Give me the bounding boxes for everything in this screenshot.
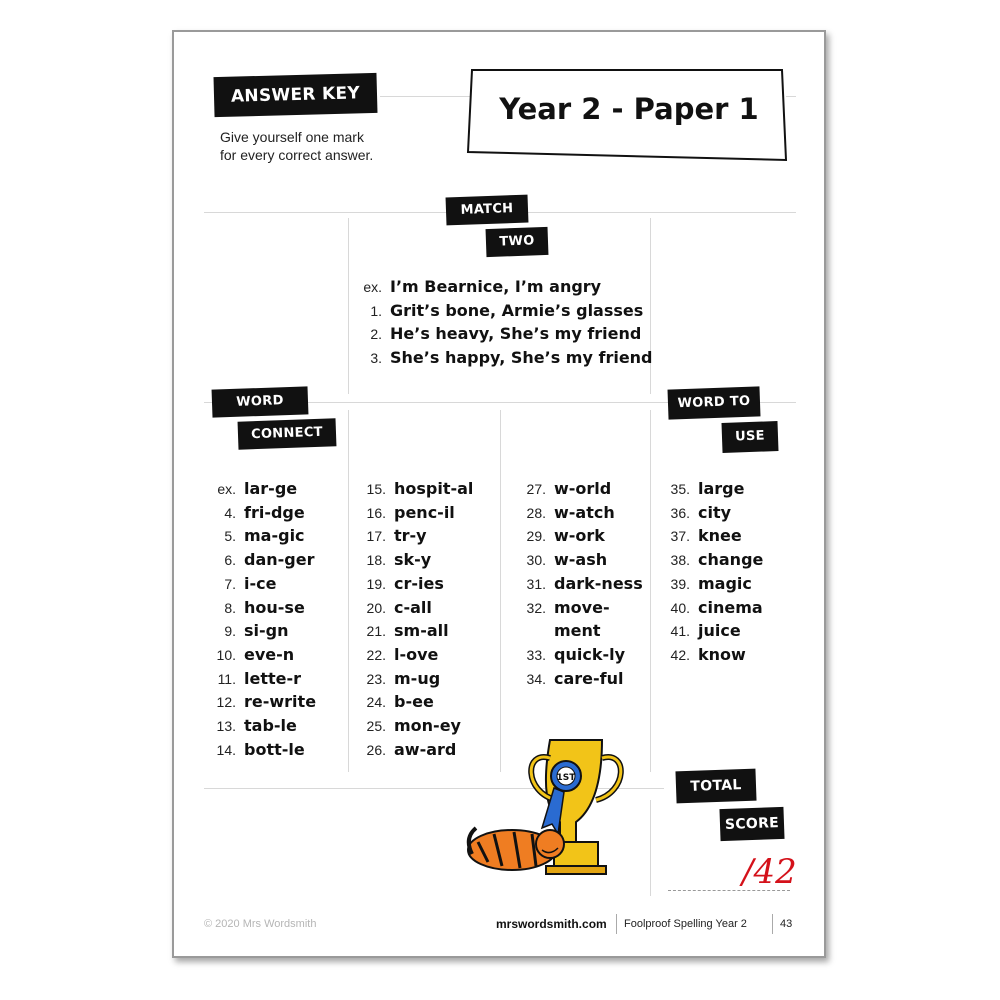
connect-label: CONNECT — [238, 418, 337, 449]
footer-divider-2 — [772, 914, 773, 934]
word-to-use-answer: cinema — [698, 597, 763, 617]
two-label: TWO — [486, 227, 549, 257]
word-to-use-answer: know — [698, 644, 746, 664]
word-connect-col2-answer: sk-y — [394, 550, 432, 570]
word-connect-col1-answer: re-write — [244, 692, 317, 712]
word-connect-col2-number: 23. — [366, 670, 386, 687]
word-to-use-row — [658, 645, 746, 665]
word-connect-col3-answer: care-ful — [554, 668, 624, 688]
word-connect-col1-number: 5. — [224, 528, 236, 545]
word-to-use-answer: change — [698, 550, 764, 570]
match-two-answer: She’s happy, She’s my friend — [390, 348, 653, 368]
word-connect-col2-answer: b-ee — [394, 692, 434, 712]
word-connect-col1-answer: hou-se — [244, 597, 305, 617]
total-label: TOTAL — [675, 769, 756, 804]
match-two-number: ex. — [363, 279, 382, 295]
word-connect-col2-row — [356, 669, 440, 689]
tiger-character-icon — [468, 828, 564, 870]
word-connect-col2-answer: c-all — [394, 597, 432, 617]
page-number: 43 — [780, 918, 793, 930]
word-to-use-row — [658, 479, 744, 499]
word-connect-col2-number: 19. — [366, 575, 386, 592]
word-connect-col2-row — [356, 479, 473, 499]
word-connect-col1-row — [206, 526, 305, 546]
word-connect-col2-number: 21. — [366, 623, 386, 640]
word-connect-col1-answer: fri-dge — [244, 502, 305, 522]
word-to-use-number: 39. — [670, 575, 690, 592]
match-two-row — [356, 324, 641, 344]
word-connect-col3-number: 28. — [526, 504, 546, 521]
word-connect-col2-number: 18. — [366, 552, 386, 569]
word-to-use-number: 38. — [670, 552, 690, 569]
word-to-use-row — [658, 550, 763, 570]
word-connect-col3-row — [514, 598, 610, 618]
word-to-use-answer: magic — [698, 573, 752, 593]
word-connect-col1-row — [206, 479, 297, 499]
match-two-answer: I’m Bearnice, I’m angry — [390, 277, 602, 296]
word-label: WORD — [212, 386, 309, 417]
match-two-answer: He’s heavy, She’s my friend — [390, 324, 642, 344]
word-connect-col1-number: 8. — [224, 599, 236, 616]
word-to-use-number: 36. — [670, 504, 690, 521]
instruction-line-2: for every correct answer. — [220, 147, 374, 163]
word-to-use-number: 42. — [670, 646, 690, 663]
word-to-use-answer: large — [698, 479, 745, 498]
word-connect-col1-answer: tab-le — [244, 716, 297, 735]
word-connect-col1-number: 7. — [224, 575, 236, 592]
word-connect-col1-answer: eve-n — [244, 644, 295, 664]
use-label: USE — [721, 421, 778, 453]
word-connect-col1-row — [206, 669, 301, 689]
match-two-number: 2. — [370, 326, 382, 343]
word-to-use-row — [658, 526, 742, 546]
match-column-divider-left — [348, 218, 349, 394]
header-divider-left — [380, 96, 470, 97]
word-connect-col1-row — [206, 740, 305, 760]
word-connect-col2-row — [356, 740, 456, 760]
word-connect-col2-answer: sm-all — [394, 621, 449, 641]
site-link[interactable]: mrswordsmith.com — [496, 917, 607, 931]
word-connect-col2-answer: hospit-al — [394, 479, 474, 498]
word-connect-col3-answer: ment — [554, 621, 601, 641]
word-connect-col1-answer: si-gn — [244, 621, 289, 641]
word-connect-col3-answer: move- — [554, 597, 610, 617]
word-connect-col3-number: 31. — [526, 575, 546, 592]
word-connect-col1-row — [206, 645, 294, 665]
word-to-use-row — [658, 621, 741, 641]
word-connect-col2-number: 25. — [366, 718, 386, 734]
word-to-use-answer: knee — [698, 526, 742, 546]
match-two-number: 1. — [370, 302, 382, 319]
word-connect-col3-answer: dark-ness — [554, 573, 643, 593]
word-connect-col1-answer: bott-le — [244, 739, 305, 759]
word-connect-col3-number: 34. — [526, 670, 546, 687]
word-to-use-number: 41. — [670, 623, 690, 640]
word-connect-col3-answer: w-ork — [554, 526, 605, 546]
instruction-text — [220, 128, 373, 164]
word-to-use-answer: city — [698, 502, 732, 522]
word-connect-col3-row — [514, 669, 624, 689]
page-title: Year 2 - Paper 1 — [499, 92, 759, 126]
word-connect-col2-answer: cr-ies — [394, 573, 444, 593]
word-connect-col2-row — [356, 574, 444, 594]
word-connect-col3-answer: quick-ly — [554, 644, 626, 664]
word-connect-col3-row — [514, 503, 615, 523]
word-connect-col1-number: 14. — [216, 741, 236, 758]
word-connect-col3-row — [514, 621, 601, 641]
answer-key-label: ANSWER KEY — [214, 73, 378, 117]
word-connect-col2-number: 20. — [366, 599, 386, 616]
score-label: SCORE — [719, 807, 784, 841]
instruction-line-1: Give yourself one mark — [220, 129, 364, 145]
word-connect-col1-row — [206, 716, 297, 736]
copyright-text: © 2020 Mrs Wordsmith — [204, 918, 317, 930]
word-connect-col2-row — [356, 645, 438, 665]
match-label: MATCH — [446, 195, 529, 226]
word-connect-col3-answer: w-ash — [554, 550, 608, 570]
word-connect-col3-answer: w-orld — [554, 479, 612, 498]
word-connect-col1-number: 10. — [216, 646, 236, 663]
word-connect-col1-row — [206, 621, 289, 641]
match-two-row — [356, 301, 643, 321]
word-connect-col2-row — [356, 692, 434, 712]
footer-divider-1 — [616, 914, 617, 934]
word-column-divider-2 — [500, 410, 501, 772]
word-connect-col1-number: ex. — [217, 481, 236, 497]
word-connect-col1-row — [206, 550, 314, 570]
book-title: Foolproof Spelling Year 2 — [624, 918, 747, 930]
word-connect-col2-row — [356, 598, 432, 618]
word-to-use-number: 37. — [670, 528, 690, 545]
word-connect-col2-answer: mon-ey — [394, 716, 461, 735]
word-connect-col1-row — [206, 598, 305, 618]
word-connect-col3-row — [514, 550, 607, 570]
score-column-divider — [650, 800, 651, 896]
word-connect-col3-number: 29. — [526, 528, 546, 545]
word-to-use-row — [658, 574, 752, 594]
word-connect-col2-number: 15. — [366, 481, 386, 497]
word-connect-col2-number: 16. — [366, 504, 386, 521]
word-connect-col1-row — [206, 503, 305, 523]
word-connect-col2-row — [356, 503, 455, 523]
word-connect-col1-answer: i-ce — [244, 573, 277, 593]
match-two-number: 3. — [370, 350, 382, 367]
word-connect-col1-number: 13. — [216, 718, 236, 734]
word-connect-col3-row — [514, 479, 611, 499]
word-to-use-row — [658, 598, 763, 618]
word-connect-col1-number: 6. — [224, 552, 236, 569]
word-connect-col2-row — [356, 716, 461, 736]
word-connect-col1-number: 4. — [224, 504, 236, 521]
word-to-use-number: 35. — [670, 481, 690, 497]
word-connect-col3-number: 32. — [526, 599, 546, 616]
word-connect-col3-row — [514, 645, 625, 665]
word-connect-col1-number: 9. — [224, 623, 236, 640]
word-connect-col2-answer: l-ove — [394, 644, 439, 664]
word-connect-col1-answer: ma-gic — [244, 526, 305, 546]
word-to-use-answer: juice — [698, 621, 741, 641]
match-two-row — [356, 277, 601, 297]
word-connect-col3-number: 27. — [526, 481, 546, 497]
word-connect-col1-answer: lar-ge — [244, 479, 298, 498]
trophy-illustration — [462, 730, 632, 890]
word-connect-col2-number: 24. — [366, 694, 386, 711]
word-to-use-number: 40. — [670, 599, 690, 616]
word-connect-col3-number: 30. — [526, 552, 546, 569]
match-two-row — [356, 348, 653, 368]
word-connect-col1-number: 11. — [217, 670, 236, 687]
match-two-answer: Grit’s bone, Armie’s glasses — [390, 300, 644, 320]
word-connect-col2-row — [356, 621, 449, 641]
word-connect-col1-answer: dan-ger — [244, 550, 315, 570]
word-connect-col3-answer: w-atch — [554, 502, 615, 522]
word-connect-col2-row — [356, 526, 427, 546]
word-column-divider-3 — [650, 410, 651, 772]
word-connect-col1-row — [206, 574, 276, 594]
word-connect-col2-answer: aw-ard — [394, 739, 457, 759]
word-connect-col2-number: 17. — [366, 528, 386, 545]
word-connect-col2-answer: penc-il — [394, 502, 455, 522]
word-connect-col2-number: 22. — [366, 646, 386, 663]
word-connect-col1-number: 12. — [216, 694, 236, 711]
word-connect-col3-number: 33. — [526, 646, 546, 663]
word-connect-col2-number: 26. — [366, 741, 386, 758]
word-connect-col2-answer: tr-y — [394, 526, 427, 546]
word-to-label: WORD TO — [668, 386, 761, 419]
score-value: /42 — [742, 852, 797, 892]
word-connect-col1-row — [206, 692, 316, 712]
word-column-divider-1 — [348, 410, 349, 772]
word-connect-col1-answer: lette-r — [244, 668, 302, 688]
ribbon-text: 1ST — [556, 773, 576, 783]
word-connect-col2-row — [356, 550, 431, 570]
word-connect-col3-row — [514, 526, 605, 546]
word-connect-col3-row — [514, 574, 643, 594]
word-connect-col2-answer: m-ug — [394, 668, 441, 688]
word-to-use-row — [658, 503, 731, 523]
